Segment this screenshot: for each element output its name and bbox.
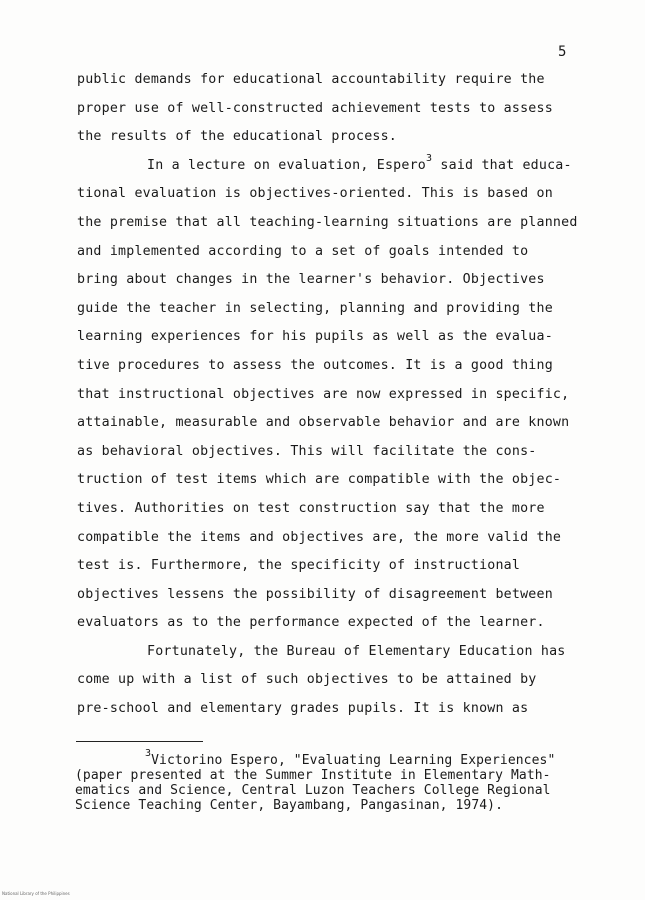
body-line-head: In a lecture on evaluation, Espero [147, 157, 426, 173]
body-line: and implemented according to a set of goals intended to [77, 243, 529, 259]
body-line: objectives lessens the possibility of disagreement between [77, 586, 553, 602]
body-line: tives. Authorities on test construction say that the more [77, 500, 545, 516]
body-line: guide the teacher in selecting, planning and providing the [77, 300, 553, 316]
body-line: test is. Furthermore, the specificity of instructional [77, 558, 521, 574]
footnote-reference: 3 [425, 152, 433, 164]
footnote-line-text: Victorino Espero, "Evaluating Learning Experiences" [151, 753, 556, 768]
body-line: the results of the educational process. [77, 129, 398, 145]
body-line: that instructional objectives are now expressed in specific, [77, 386, 570, 402]
body-line: Fortunately, the Bureau of Elementary Education has [147, 643, 566, 659]
body-line: proper use of well-constructed achievement tests to assess [77, 100, 553, 116]
page-number: 5 [558, 44, 567, 60]
body-line: tional evaluation is objectives-oriented. This is based on [77, 186, 553, 202]
archive-stamp: National Library of the Philippines [2, 891, 70, 896]
body-line: come up with a list of such objectives to be attained by [77, 672, 537, 688]
body-line: evaluators as to the performance expected of the learner. [77, 615, 545, 631]
footnote-line: ematics and Science, Central Luzon Teachers College Regional [75, 783, 551, 798]
footnote-line [75, 748, 595, 768]
body-line: public demands for educational accountability require the [77, 72, 545, 87]
footnote-marker: 3 [145, 748, 152, 759]
footnote-line: Science Teaching Center, Bayambang, Pangasinan, 1974). [75, 798, 504, 813]
body-line-with-reference [77, 152, 587, 185]
footnote-line: (paper presented at the Summer Institute in Elementary Math- [75, 768, 551, 783]
body-line: pre-school and elementary grades pupils. It is known as [77, 701, 529, 717]
body-line: attainable, measurable and observable behavior and are known [77, 415, 570, 431]
body-line: learning experiences for his pupils as well as the evalua- [77, 329, 553, 345]
footnote-divider [76, 741, 203, 742]
body-line: tive procedures to assess the outcomes. It is a good thing [77, 357, 553, 373]
body-line: truction of test items which are compatible with the objec- [77, 472, 562, 488]
body-line-tail: said that educa- [432, 157, 572, 173]
body-line: bring about changes in the learner's behavior. Objectives [77, 272, 545, 288]
footnote [75, 748, 595, 813]
body-text [77, 70, 587, 728]
body-line: the premise that all teaching-learning situations are planned [77, 214, 578, 230]
body-line: as behavioral objectives. This will facilitate the cons- [77, 443, 537, 459]
body-line: compatible the items and objectives are, the more valid the [77, 529, 562, 545]
